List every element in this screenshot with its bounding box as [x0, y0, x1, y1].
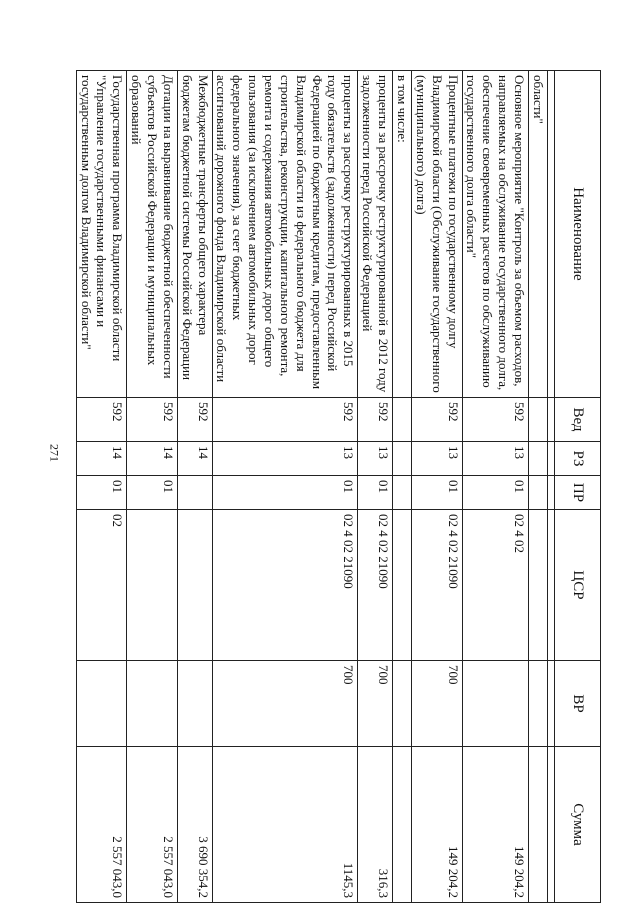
cell-name: Межбюджетные трансферты общего характера бюджетам бюджетной системы Российской Федерации	[177, 71, 212, 398]
cell-sum: 149 204,2	[462, 747, 528, 903]
table-row	[212, 71, 358, 903]
table-row	[127, 71, 178, 903]
cell-csr	[177, 510, 212, 661]
cell-sum: 2 557 043,0	[127, 747, 178, 903]
cell-sum: 316,3	[358, 747, 393, 903]
cell-csr	[529, 510, 548, 661]
cell-pr	[392, 476, 411, 510]
cell-ved	[392, 398, 411, 442]
cell-pr: 01	[127, 476, 178, 510]
cell-pr	[529, 476, 548, 510]
cell-pr	[177, 476, 212, 510]
cell-sum: 3 690 354,2	[177, 747, 212, 903]
table-row	[177, 71, 212, 903]
cell-csr	[127, 510, 178, 661]
table-row	[462, 71, 528, 903]
cell-csr: 02 4 02 21090	[212, 510, 358, 661]
cell-csr: 02 4 02 21090	[358, 510, 393, 661]
cell-sum	[392, 747, 411, 903]
cell-rz: 14	[127, 442, 178, 476]
table-row	[76, 71, 127, 903]
cell-rz: 14	[76, 442, 127, 476]
cell-rz: 13	[411, 442, 462, 476]
cell-ved: 592	[76, 398, 127, 442]
cell-pr: 01	[358, 476, 393, 510]
header-rz: РЗ	[555, 442, 601, 476]
header-csr: ЦСР	[555, 510, 601, 661]
cell-ved: 592	[358, 398, 393, 442]
cell-vr	[462, 661, 528, 747]
header-sum: Сумма	[555, 747, 601, 903]
cell-ved	[529, 398, 548, 442]
rotated-page-content	[71, 70, 601, 902]
cell-csr: 02 4 02 21090	[411, 510, 462, 661]
cell-name: проценты за рассрочку реструктурированной в 2012 году задолженности перед Российской Федерацией	[358, 71, 393, 398]
cell-sum: 1145,3	[212, 747, 358, 903]
cell-vr	[127, 661, 178, 747]
cell-rz	[392, 442, 411, 476]
cell-rz: 13	[358, 442, 393, 476]
cell-ved: 592	[177, 398, 212, 442]
cell-ved: 592	[127, 398, 178, 442]
cell-ved: 592	[411, 398, 462, 442]
cell-name: Процентные платежи по государственному долгу Владимирской области (Обслуживание государственного (муниципального) долга)	[411, 71, 462, 398]
cell-sum	[529, 747, 548, 903]
cell-csr: 02 4 02	[462, 510, 528, 661]
cell-rz: 13	[212, 442, 358, 476]
table-row	[392, 71, 411, 903]
header-ved: Вед	[555, 398, 601, 442]
cell-csr	[392, 510, 411, 661]
cell-vr: 700	[212, 661, 358, 747]
cell-rz	[529, 442, 548, 476]
cell-vr	[177, 661, 212, 747]
cell-pr: 01	[462, 476, 528, 510]
cell-vr	[529, 661, 548, 747]
cell-name: Государственная программа Владимирской области "Управление государственными финансами и государственным долгом Владимирской области"	[76, 71, 127, 398]
cell-vr	[392, 661, 411, 747]
cell-csr: 02	[76, 510, 127, 661]
cell-ved: 592	[212, 398, 358, 442]
cell-ved: 592	[462, 398, 528, 442]
cell-pr: 01	[76, 476, 127, 510]
cell-name: в том числе:	[392, 71, 411, 398]
table-row	[358, 71, 393, 903]
cell-name: проценты за рассрочку реструктурированных в 2015 году обязательств (задолженности) перед Российской Федерацией по бюджетным кредитам, предоставленным Владимирской области из федерального бюджета для строительства, реконструкции, капитального ремонта, ремонта и содержания автомобильных дорог общего пользования (за исключением автомобильных дорог федерального значения), за счет бюджетных ассигнований дорожного фонда Владимирской области	[212, 71, 358, 398]
cell-vr	[76, 661, 127, 747]
cell-sum: 2 557 043,0	[76, 747, 127, 903]
cell-rz: 14	[177, 442, 212, 476]
header-vr: ВР	[555, 661, 601, 747]
cell-vr: 700	[358, 661, 393, 747]
page-number: 271	[47, 444, 62, 462]
header-pr: ПР	[555, 476, 601, 510]
spacer-row	[548, 71, 555, 903]
budget-table	[76, 70, 601, 903]
table-row	[529, 71, 548, 903]
cell-vr: 700	[411, 661, 462, 747]
cell-pr: 01	[212, 476, 358, 510]
cell-name: Основное мероприятие "Контроль за объемом расходов, направляемых на обслуживание государственного долга, обеспечение своевременных расчетов по обслуживанию государственного долга области"	[462, 71, 528, 398]
cell-rz: 13	[462, 442, 528, 476]
cell-name: области"	[529, 71, 548, 398]
cell-sum: 149 204,2	[411, 747, 462, 903]
table-row	[411, 71, 462, 903]
cell-pr: 01	[411, 476, 462, 510]
cell-name: Дотации на выравнивание бюджетной обеспеченности субъектов Российской Федерации и муниципальных образований	[127, 71, 178, 398]
header-row	[555, 71, 601, 903]
header-name: Наименование	[555, 71, 601, 398]
